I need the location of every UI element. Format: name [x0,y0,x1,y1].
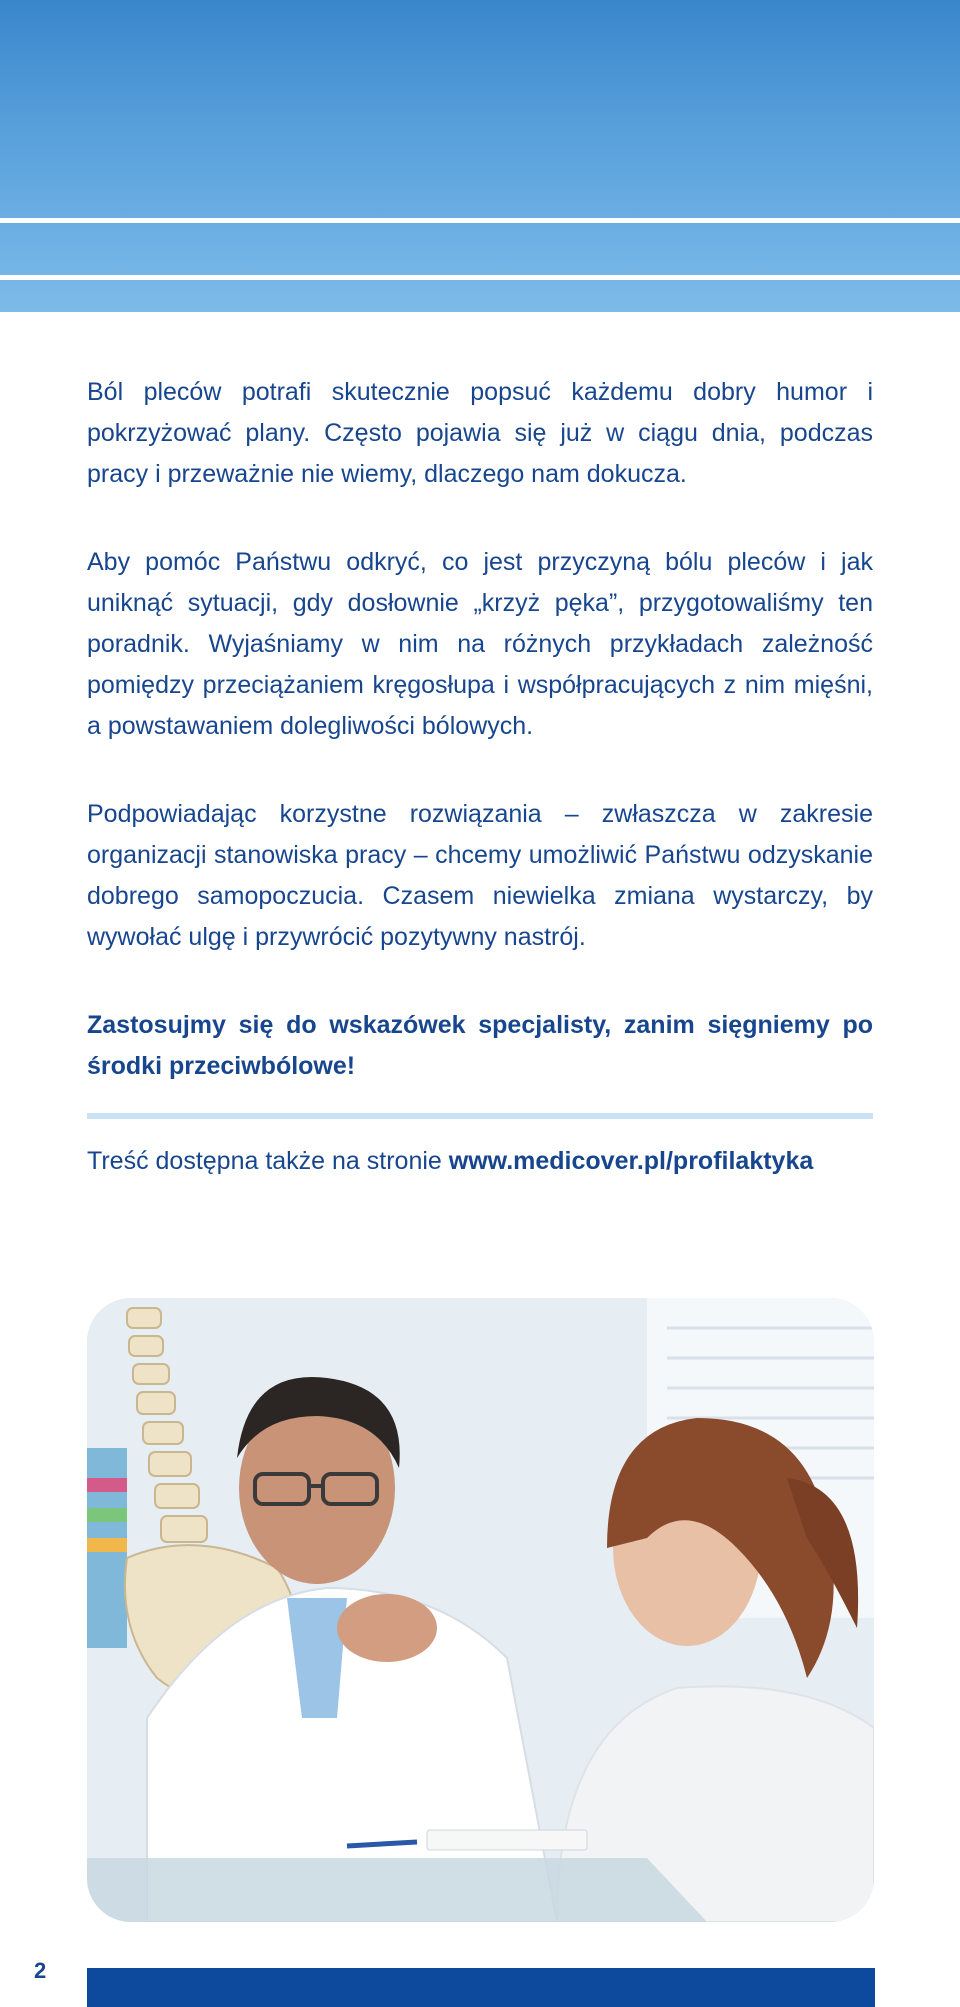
intro-paragraph: Ból pleców potrafi skutecznie popsuć każdemu dobry humor i pokrzyżować plany. Często pojawia się już w ciągu dnia, podczas pracy i przeważnie nie wiemy, dlaczego nam dokucza. [87,378,873,488]
solutions-paragraph: Podpowiadając korzystne rozwiązania – zwłaszcza w zakresie organizacji stanowiska pracy – chcemy umożliwić Państwu odzyskanie dobrego samopoczucia. Czasem niewielka zmiana wystarczy, by wywołać ulgę i przywrócić pozytywny nastrój. [87,800,873,951]
source-line [87,1141,873,1182]
doctor-patient-photo [87,1298,874,1922]
page-number: 2 [34,1958,47,1983]
callout-text: Zastosujmy się do wskazówek specjalisty, zanim sięgniemy po środki przeciwbólowe! [87,1011,873,1080]
purpose-paragraph: Aby pomóc Państwu odkryć, co jest przyczyną bólu pleców i jak uniknąć sytuacji, gdy dosłownie „krzyż pęka”, przygotowaliśmy ten poradnik. Wyjaśniamy w nim na różnych przykładach zależność pomiędzy przeciążaniem kręgosłupa i współpracujących z nim mięśni, a powstawaniem dolegliwości bólowych. [87,548,873,740]
doctor-patient-illustration [87,1298,874,1922]
main-content [87,372,873,1182]
divider [87,1113,873,1119]
source-url-link[interactable]: www.medicover.pl/profilaktyka [448,1147,814,1175]
footer-bar [87,1968,875,2007]
header-band [0,0,960,312]
header-stripe-lower [0,275,960,280]
source-prefix: Treść dostępna także na stronie [87,1147,449,1175]
header-stripe-upper [0,218,960,223]
